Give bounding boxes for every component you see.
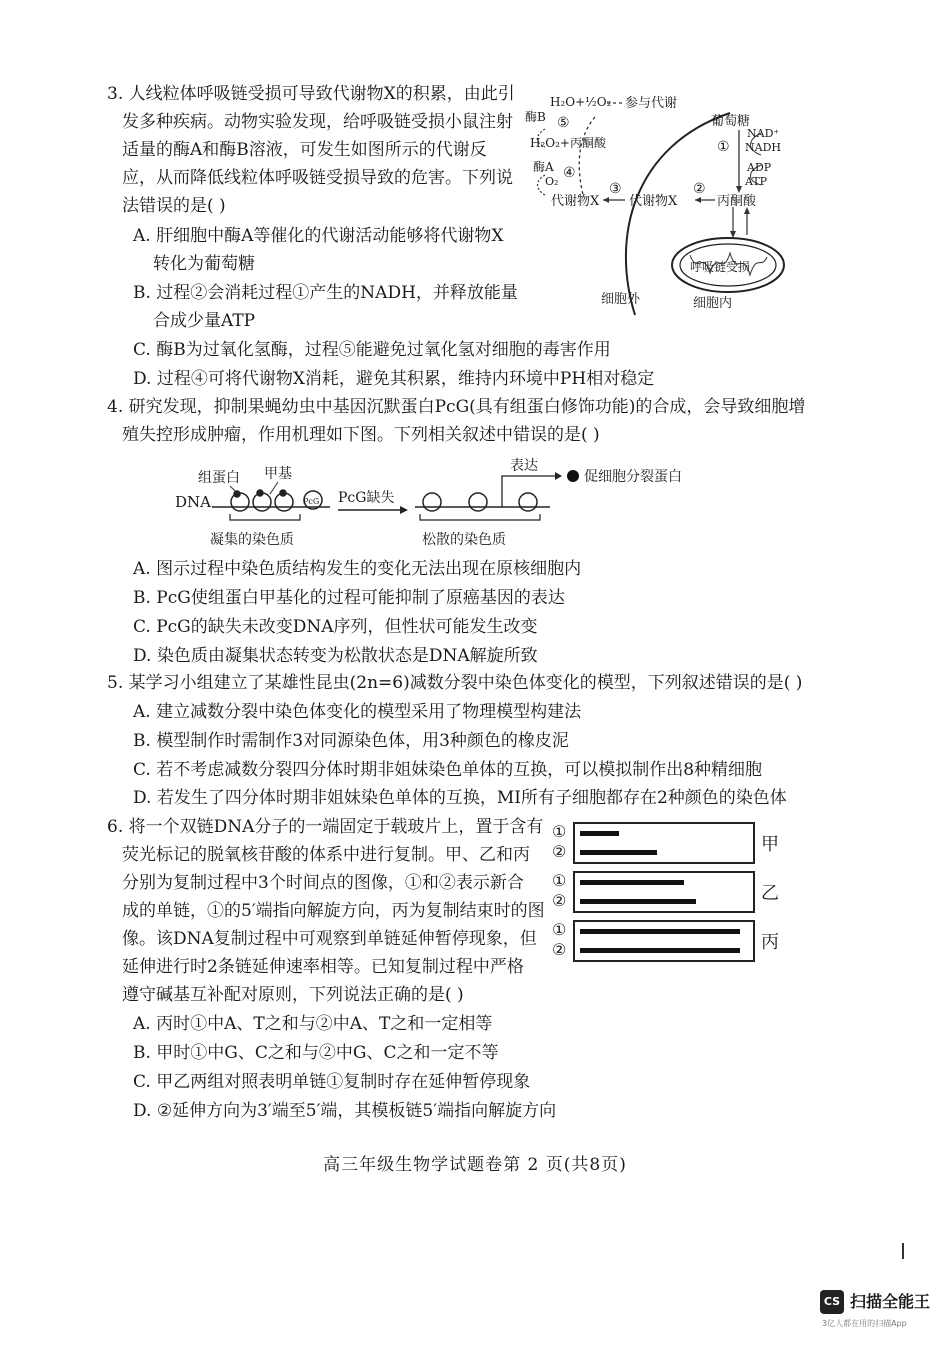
circle-4: ④	[563, 165, 576, 181]
h2o-o2-label: H₂O+½O₂	[550, 95, 612, 109]
histone-label: 组蛋白	[198, 470, 240, 486]
q3-option-c: C. 酶B为过氧化氢酶，过程⑤能避免过氧化氢对细胞的毒害作用	[133, 340, 611, 360]
q6-option-b: B. 甲时①中G、C之和与②中G、C之和一定不等	[133, 1043, 499, 1063]
q6-option-c: C. 甲乙两组对照表明单链①复制时存在延伸暂停现象	[133, 1072, 531, 1092]
nucleosome	[423, 493, 537, 511]
page-footer: 高三年级生物学试题卷第 2 页(共8页)	[323, 1155, 627, 1175]
q6-stem-line: 成的单链，①的5′端指向解旋方向，丙为复制结束时的图	[122, 901, 545, 921]
dashed-arrow	[579, 117, 595, 195]
q5-stem-line: 5. 某学习小组建立了某雄性昆虫(2n=6)减数分裂中染色体变化的模型，下列叙述错误的是( )	[107, 673, 803, 693]
circle-3: ③	[609, 181, 622, 197]
q4-option-c: C. PcG的缺失未改变DNA序列，但性状可能发生改变	[133, 617, 538, 637]
strand-1-bar	[580, 831, 619, 836]
slide-box	[573, 871, 755, 913]
panel-label-yi: 乙	[761, 883, 779, 904]
q4-option-a: A. 图示过程中染色质结构发生的变化无法出现在原核细胞内	[133, 559, 582, 579]
nadh-label: NADH	[745, 141, 781, 154]
q4-stem-line: 4. 研究发现，抑制果蝇幼虫中基因沉默蛋白PcG(具有组蛋白修饰功能)的合成，会导致细胞增	[107, 397, 806, 417]
circle-2: ②	[693, 181, 706, 197]
expression-label: 表达	[510, 458, 538, 474]
enzyme-b-label: 酶B	[525, 110, 546, 124]
strand-2-bar	[580, 948, 740, 953]
q6-stem-line: 荧光标记的脱氧核苷酸的体系中进行复制。甲、乙和丙	[122, 845, 530, 865]
q3-stem-line: 法错误的是( )	[122, 196, 226, 216]
dna-label: DNA	[175, 493, 211, 511]
metabolite-x-outside: 代谢物X	[551, 194, 600, 209]
strand-1-bar	[580, 929, 740, 934]
methyl-label: 甲基	[264, 466, 292, 482]
circle-1: ①	[717, 139, 730, 155]
nucleosome	[231, 490, 293, 511]
q6-option-d: D. ②延伸方向为3′端至5′端，其模板链5′端指向解旋方向	[133, 1101, 557, 1121]
metabolite-x-inside: 代谢物X	[629, 194, 678, 209]
mitogenic-protein-label: 促细胞分裂蛋白	[584, 469, 682, 485]
q3-option-d: D. 过程④可将代谢物X消耗，避免其积累，维持内环境中PH相对稳定	[133, 369, 655, 389]
q6-stem-line: 遵守碱基互补配对原则，下列说法正确的是( )	[122, 985, 464, 1005]
outside-cell-label: 细胞外	[601, 292, 641, 307]
q4-chromatin-diagram	[170, 452, 730, 552]
q4-option-d: D. 染色质由凝集状态转变为松散状态是DNA解旋所致	[133, 646, 538, 666]
strand-1-marker: ①	[552, 871, 567, 890]
circle-5: ⑤	[557, 115, 570, 131]
q5-option-b: B. 模型制作时需制作3对同源染色体，用3种颜色的橡皮泥	[133, 731, 569, 751]
q5-option-a: A. 建立减数分裂中染色体变化的模型采用了物理模型构建法	[133, 702, 582, 722]
q5-option-c: C. 若不考虑减数分裂四分体时期非姐妹染色单体的互换，可以模拟制作出8种精细胞	[133, 760, 763, 780]
q3-option-a: A. 肝细胞中酶A等催化的代谢活动能够将代谢物X	[133, 226, 504, 246]
pyruvate-label: 丙酮酸	[717, 194, 757, 209]
strand-2-marker: ②	[552, 940, 567, 959]
camscanner-name: 扫描全能王	[850, 1292, 931, 1311]
camscanner-tagline: 3亿人都在用的扫描App	[822, 1319, 907, 1328]
inside-cell-label: 细胞内	[693, 296, 733, 311]
glucose-label: 葡萄糖	[711, 114, 751, 129]
adp-label: ADP	[747, 161, 772, 174]
strand-2-bar	[580, 899, 696, 904]
protein-dot	[567, 470, 579, 482]
pcg-label: PcG	[303, 497, 320, 506]
q6-stem-line: 延伸进行时2条链延伸速率相等。已知复制过程中严格	[122, 957, 524, 977]
panel-label-bing: 丙	[761, 932, 779, 953]
q5-option-d: D. 若发生了四分体时期非姐妹染色单体的互换，MⅠ所有子细胞都存在2种颜色的染色体	[133, 788, 787, 808]
strand-1-marker: ①	[552, 822, 567, 841]
q6-stem-line: 像。该DNA复制过程中可观察到单链延伸暂停现象，但	[122, 929, 537, 949]
strand-1-marker: ①	[552, 920, 567, 939]
o2-label: O₂	[545, 175, 559, 188]
camscanner-logo-icon: CS	[820, 1290, 844, 1314]
panel-label-jia: 甲	[761, 834, 779, 855]
condensed-chromatin-label: 凝集的染色质	[210, 532, 294, 548]
enzyme-a-label: 酶A	[533, 160, 554, 174]
q6-stem-line: 6. 将一个双链DNA分子的一端固定于载玻片上，置于含有	[107, 817, 544, 837]
loose-chromatin-label: 松散的染色质	[422, 532, 506, 548]
strand-2-marker: ②	[552, 891, 567, 910]
participate-label: 参与代谢	[625, 96, 678, 111]
q6-stem-line: 分别为复制过程中3个时间点的图像，①和②表示新合	[122, 873, 524, 893]
strand-1-bar	[580, 880, 684, 885]
q6-option-a: A. 丙时①中A、T之和与②中A、T之和一定相等	[133, 1014, 493, 1034]
q4-stem-line: 殖失控形成肿瘤，作用机理如下图。下列相关叙述中错误的是( )	[122, 425, 600, 445]
q3-metabolism-diagram	[525, 85, 795, 320]
q3-stem-line: 适量的酶A和酶B溶液，可发生如图所示的代谢反	[122, 140, 487, 160]
strand-2-bar	[580, 850, 657, 855]
q3-stem-line: 3. 人线粒体呼吸链受损可导致代谢物X的积累，由此引	[107, 84, 515, 104]
q3-option-b-cont: 合成少量ATP	[153, 311, 256, 331]
pcg-loss-label: PcG缺失	[338, 490, 395, 506]
q3-stem-line: 应，从而降低线粒体呼吸链受损导致的危害。下列说	[122, 168, 513, 188]
slide-box	[573, 920, 755, 962]
margin-mark	[902, 1243, 904, 1259]
strand-2-marker: ②	[552, 842, 567, 861]
atp-label: ATP	[745, 175, 768, 188]
slide-box	[573, 822, 755, 864]
h2o2-pyruvate-label: H₂O₂+丙酮酸	[530, 136, 606, 150]
q3-option-b: B. 过程②会消耗过程①产生的NADH，并释放能量	[133, 283, 518, 303]
nad-label: NAD⁺	[747, 127, 780, 140]
q3-stem-line: 发多种疾病。动物实验发现，给呼吸链受损小鼠注射	[122, 112, 513, 132]
respiratory-chain-damaged-label: 呼吸链受损	[690, 260, 751, 274]
q3-option-a-cont: 转化为葡萄糖	[153, 254, 255, 274]
q4-option-b: B. PcG使组蛋白甲基化的过程可能抑制了原癌基因的表达	[133, 588, 565, 608]
